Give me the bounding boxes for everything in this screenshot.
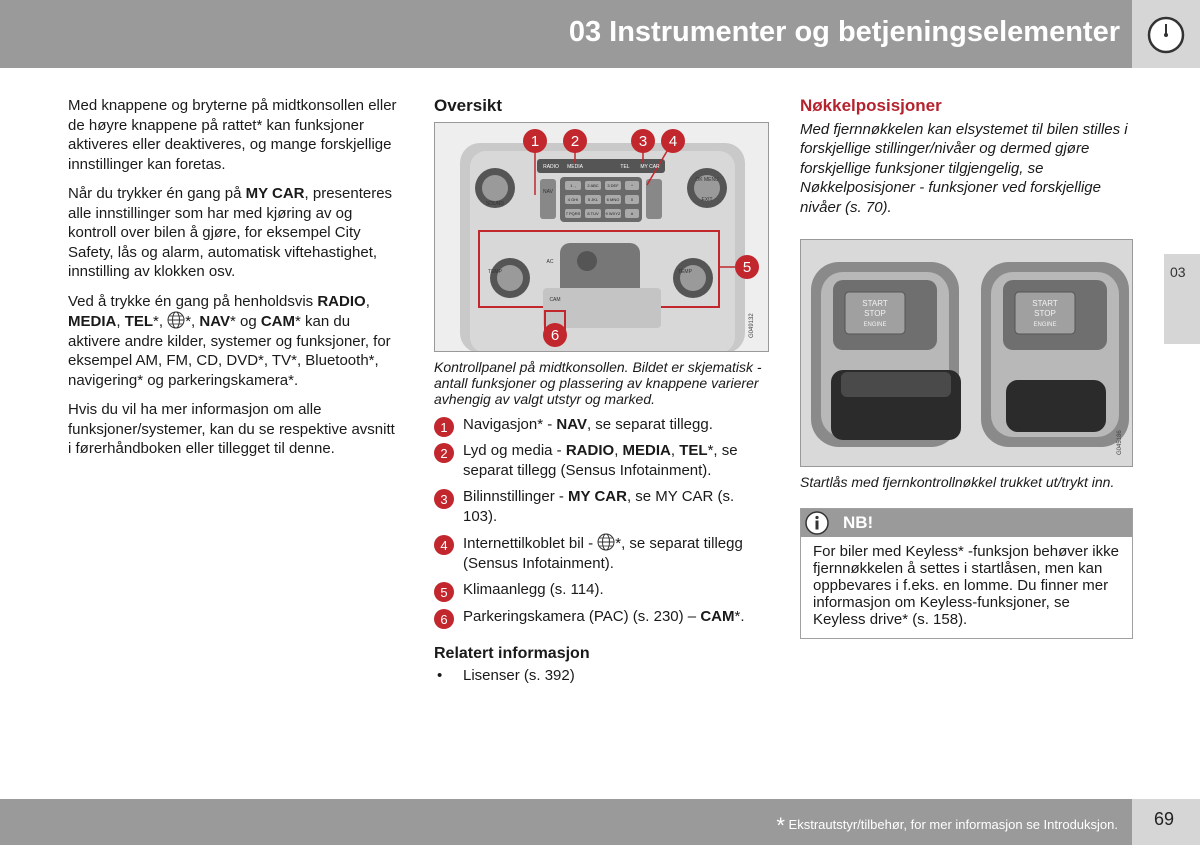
key-positions-column bbox=[800, 96, 1133, 639]
number-badge-6 bbox=[434, 609, 454, 629]
key-positions-heading: Nøkkelposisjoner bbox=[800, 96, 942, 115]
photo-code: G045186 bbox=[1117, 430, 1123, 455]
gauge-icon bbox=[1146, 15, 1186, 55]
temp-right-label: TEMP bbox=[678, 268, 692, 275]
chapter-side-tab bbox=[1164, 254, 1200, 344]
intro-paragraph-4: Hvis du vil ha mer informasjon om alle funksjoner/systemer, kan du se respektive avsnitt i førerhåndboken eller tillegget til denne. bbox=[68, 401, 395, 457]
key-6-label: 6 MNO bbox=[606, 196, 620, 202]
key-7-label: 7 PQRS bbox=[565, 210, 581, 216]
number-badge-4 bbox=[434, 535, 454, 555]
figure-code: G049132 bbox=[749, 312, 755, 338]
center-console-figure bbox=[434, 122, 769, 352]
photo-caption: Startlås med fjernkontrollnøkkel trukket ut/trykt inn. bbox=[800, 474, 1115, 490]
list-item: 3 Bilinnstillinger - MY CAR, se MY CAR (s. 103). bbox=[434, 487, 769, 526]
list-item: 2 Lyd og media - RADIO, MEDIA, TEL*, se separat tillegg (Sensus Infotainment). bbox=[434, 441, 769, 480]
callout-list bbox=[434, 415, 769, 627]
nav-button-label: NAV bbox=[543, 188, 553, 195]
callout-3-label: 3 bbox=[638, 132, 648, 150]
callout-6-label: 6 bbox=[550, 326, 560, 344]
overview-heading: Oversikt bbox=[434, 96, 503, 115]
note-header bbox=[801, 509, 1132, 537]
stop-label-right: STOP bbox=[1034, 309, 1056, 318]
intro-column bbox=[68, 96, 398, 469]
svg-text:3: 3 bbox=[440, 492, 448, 507]
svg-text:5: 5 bbox=[440, 585, 448, 600]
key-4-label: 4 GHI bbox=[567, 196, 579, 202]
svg-text:4: 4 bbox=[440, 538, 448, 553]
intro-paragraph-2: Når du trykker én gang på MY CAR, presenteres alle innstillinger som har med kjøring av og kontroll over bilen å gjøre, for eksempel City Safety, lås og alarm, automatisk viftehastighet, innstilling av klokken osv. bbox=[68, 185, 393, 280]
key-2-label: 2 ABC bbox=[587, 182, 599, 188]
list-item: 5 Klimaanlegg (s. 114). bbox=[434, 580, 769, 600]
mycar-button-label: MY CAR bbox=[640, 163, 660, 170]
callout-4-label: 4 bbox=[668, 132, 678, 150]
overview-column bbox=[434, 96, 769, 685]
radio-button-label: RADIO bbox=[543, 163, 559, 170]
media-button-label: MEDIA bbox=[567, 163, 583, 170]
chapter-title: 03 Instrumenter og betjeningselementer bbox=[568, 16, 1120, 48]
page-footer bbox=[0, 799, 1132, 845]
list-item: 4 Internettilkoblet bil - *, se separat tillegg (Sensus Infotainment). bbox=[434, 533, 769, 573]
number-badge-1 bbox=[434, 417, 454, 437]
sound-button-label: SOUND bbox=[485, 200, 505, 207]
svg-text:6: 6 bbox=[440, 611, 448, 627]
key-1-label: 1 ., bbox=[570, 182, 576, 188]
callout-1-label: 1 bbox=[530, 132, 540, 150]
key-9-label: 9 WXYZ bbox=[605, 210, 621, 216]
key-0-label: 0 bbox=[630, 196, 634, 202]
list-item: 6 Parkeringskamera (PAC) (s. 230) – CAM*. bbox=[434, 607, 769, 627]
related-link-licenses[interactable]: • Lisenser (s. 392) bbox=[434, 666, 769, 686]
exit-button-label: EXIT bbox=[701, 196, 713, 203]
intro-paragraph-1: Med knappene og bryterne på midtkonsollen eller de høyre knappene på rattet* kan funksjoner aktiveres eller deaktiveres, og mange forskjellige innstillinger kan foretas. bbox=[68, 97, 397, 173]
intro-paragraph-3: Ved å trykke én gang på henholdsvis RADIO, MEDIA, TEL*, *, NAV* og CAM* kan du aktivere andre kilder, systemer og funksjoner, for eksempel AM, FM, CD, DVD*, TV*, Bluetooth*, navigering* og parkeringskamera*. bbox=[68, 292, 391, 389]
page-header bbox=[0, 0, 1132, 68]
globe-icon bbox=[167, 311, 185, 329]
figure-caption: Kontrollpanel på midtkonsollen. Bildet er skjematisk - antall funksjoner og plassering av knappene varierer avhengig av valgt utstyr og marked. bbox=[434, 358, 762, 407]
page-number: 69 bbox=[1154, 809, 1175, 829]
key-star-label: * bbox=[631, 182, 633, 188]
note-label: NB! bbox=[843, 513, 874, 532]
svg-text:2: 2 bbox=[440, 446, 448, 461]
callout-2-label: 2 bbox=[570, 132, 580, 150]
ok-menu-button-label: OK MENU bbox=[695, 176, 719, 183]
footer-note: * Ekstrautstyr/tilbehør, for mer informasjon se Introduksjon. bbox=[776, 813, 1118, 838]
number-badge-2 bbox=[434, 443, 454, 463]
key-hash-label: # bbox=[630, 210, 634, 216]
svg-text:1: 1 bbox=[440, 419, 448, 435]
chapter-tab-label: 03 bbox=[1170, 264, 1186, 280]
key-8-label: 8 TUV bbox=[587, 210, 599, 216]
temp-left-label: TEMP bbox=[488, 268, 502, 275]
related-info-list bbox=[434, 666, 769, 686]
callout-5-label: 5 bbox=[742, 258, 752, 276]
globe-icon bbox=[597, 533, 615, 551]
ac-button-label: AC bbox=[546, 258, 554, 265]
ignition-photo bbox=[800, 239, 1133, 467]
stop-label-left: STOP bbox=[864, 309, 886, 318]
note-box bbox=[800, 508, 1133, 639]
header-icon-box bbox=[1132, 0, 1200, 68]
page-number-box bbox=[1132, 799, 1200, 845]
list-item: 1 Navigasjon* - NAV, se separat tillegg. bbox=[434, 415, 769, 435]
key-5-label: 5 JKL bbox=[587, 196, 599, 202]
number-badge-3 bbox=[434, 489, 454, 509]
note-text: For biler med Keyless* -funksjon behøver ikke fjernnøkkelen å settes i startlåsen, men kan oppbevares i f.eks. en lomme. Du finner mer informasjon om Keyless-funksjoner, se Keyless drive* (s. 158). bbox=[813, 543, 1119, 628]
engine-label-left: ENGINE bbox=[863, 322, 887, 328]
cam-button-label: CAM bbox=[549, 296, 561, 303]
related-info-heading: Relatert informasjon bbox=[434, 645, 590, 662]
number-badge-5 bbox=[434, 582, 454, 602]
tel-button-label: TEL bbox=[620, 163, 630, 170]
start-label-left: START bbox=[862, 299, 888, 308]
info-icon bbox=[805, 511, 829, 535]
key-3-label: 3 DEF bbox=[607, 182, 619, 188]
engine-label-right: ENGINE bbox=[1033, 322, 1057, 328]
key-positions-intro: Med fjernnøkkelen kan elsystemet til bilen stilles i forskjellige stillinger/nivåer og dermed gjøre forskjellige funksjoner tilgjengelig, se Nøkkelposisjoner - funksjoner ved forskjellige nivåer (s. 70). bbox=[800, 120, 1128, 216]
start-label-right: START bbox=[1032, 299, 1058, 308]
